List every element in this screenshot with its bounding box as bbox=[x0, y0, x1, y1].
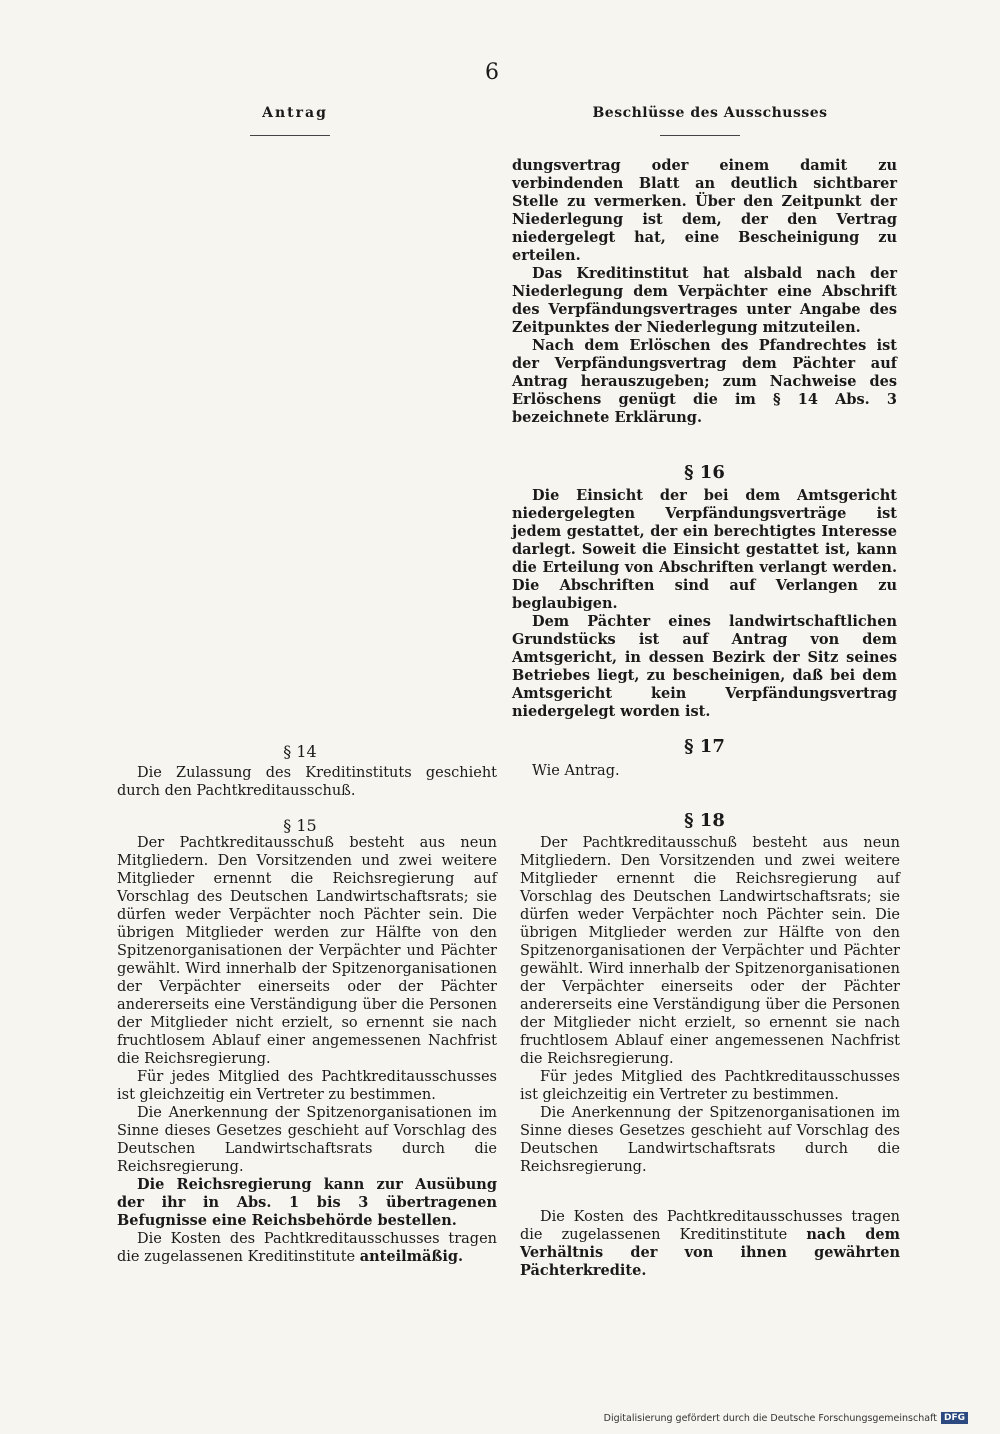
paragraph: Dem Pächter eines landwirtschaftlichen Grundstücks ist auf Antrag von dem Amtsgericht, in dessen Bezirk der Sitz seines Betriebes liegt, zu bescheinigen, daß bei dem Amtsgericht kein Verpfändungsvertrag niedergelegt worden ist. bbox=[512, 613, 897, 720]
section-heading-17: § 17 bbox=[684, 736, 725, 757]
paragraph: Die Einsicht der bei dem Amtsgericht niedergelegten Verpfändungsverträge ist jedem gestattet, der ein berechtigtes Interesse darlegt. Soweit die Einsicht gestattet ist, kann die Erteilung von Abschriften verlangt werden. Die Abschriften sind auf Verlangen zu beglaubigen. bbox=[512, 487, 897, 612]
paragraph: Die Reichsregierung kann zur Ausübung der ihr in Abs. 1 bis 3 übertragenen Befugnisse eine Reichsbehörde bestellen. bbox=[117, 1176, 497, 1229]
section-heading-16: § 16 bbox=[684, 462, 725, 483]
section-18-block bbox=[520, 834, 900, 1176]
section-16-block bbox=[512, 487, 897, 721]
paragraph: Die Anerkennung der Spitzenorganisationen im Sinne dieses Gesetzes geschieht auf Vorschlag des Deutschen Landwirtschaftsrats durch die Reichsregierung. bbox=[117, 1105, 497, 1175]
paragraph: Die Zulassung des Kreditinstituts geschieht durch den Pachtkreditausschuß. bbox=[117, 765, 497, 799]
section-17-block bbox=[512, 762, 897, 780]
paragraph: Das Kreditinstitut hat alsbald nach der Niederlegung dem Verpächter eine Abschrift des Verpfändungsvertrages unter Angabe des Zeitpunktes der Niederlegung mitzuteilen. bbox=[512, 265, 897, 336]
header-rule-left bbox=[250, 135, 330, 136]
text: Die Kosten des Pachtkreditausschusses tragen die zugelassenen Kreditinstitute bbox=[117, 1231, 497, 1265]
section-heading-15: § 15 bbox=[283, 816, 317, 835]
column-header-beschluesse: Beschlüsse des Ausschusses bbox=[592, 105, 828, 121]
paragraph: dungsvertrag oder einem damit zu verbindenden Blatt an deutlich sichtbarer Stelle zu vermerken. Über den Zeitpunkt der Niederlegung ist dem, der den Vertrag niedergelegt hat, eine Bescheinigung zu erteilen. bbox=[512, 157, 897, 264]
footer bbox=[604, 1412, 968, 1424]
section-heading-14: § 14 bbox=[283, 742, 317, 761]
section-18-costs-block bbox=[520, 1208, 900, 1280]
text-bold: nach dem Verhältnis der von ihnen gewährten Pächterkredite. bbox=[520, 1226, 900, 1279]
paragraph: Für jedes Mitglied des Pachtkreditausschusses ist gleichzeitig ein Vertreter zu bestimmen. bbox=[117, 1069, 497, 1103]
page-number: 6 bbox=[485, 60, 499, 85]
text-bold: anteilmäßig. bbox=[359, 1248, 464, 1265]
column-header-antrag: Antrag bbox=[262, 105, 328, 121]
paragraph bbox=[520, 1208, 900, 1280]
paragraph: Der Pachtkreditausschuß besteht aus neun Mitgliedern. Den Vorsitzenden und zwei weitere Mitglieder ernennt die Reichsregierung auf Vorschlag des Deutschen Landwirtschaftsrats; sie dürfen weder Verpächter noch Pächter sein. Die übrigen Mitglieder werden zur Hälfte von den Spitzenorganisationen der Verpächter und Pächter gewählt. Wird innerhalb der Spitzenorganisationen der Verpächter einerseits oder der Pächter andererseits eine Verständigung über die Personen der Mitglieder nicht erzielt, so ernennt sie nach fruchtlosem Ablauf einer angemessenen Nachfrist die Reichsregierung. bbox=[520, 835, 900, 1067]
paragraph: Für jedes Mitglied des Pachtkreditausschusses ist gleichzeitig ein Vertreter zu bestimmen. bbox=[520, 1069, 900, 1103]
section-15-block bbox=[117, 834, 497, 1266]
paragraph: Die Anerkennung der Spitzenorganisationen im Sinne dieses Gesetzes geschieht auf Vorschlag des Deutschen Landwirtschaftsrats durch die Reichsregierung. bbox=[520, 1105, 900, 1175]
section-heading-18: § 18 bbox=[684, 810, 725, 831]
paragraph: Nach dem Erlöschen des Pfandrechtes ist der Verpfändungsvertrag dem Pächter auf Antrag herauszugeben; zum Nachweise des Erlöschens genügt die im § 14 Abs. 3 bezeichnete Erklärung. bbox=[512, 337, 897, 426]
footer-text: Digitalisierung gefördert durch die Deutsche Forschungsgemeinschaft bbox=[603, 1412, 937, 1424]
text: Die Kosten des Pachtkreditausschusses tragen die zugelassenen Kreditinstitute bbox=[520, 1209, 900, 1243]
dfg-logo: DFG bbox=[941, 1412, 968, 1424]
paragraph: Der Pachtkreditausschuß besteht aus neun Mitgliedern. Den Vorsitzenden und zwei weitere Mitglieder ernennt die Reichsregierung auf Vorschlag des Deutschen Landwirtschaftsrats; sie dürfen weder Verpächter noch Pächter sein. Die übrigen Mitglieder werden zur Hälfte von den Spitzenorganisationen der Verpächter und Pächter gewählt. Wird innerhalb der Spitzenorganisationen der Verpächter einerseits oder der Pächter andererseits eine Verständigung über die Personen der Mitglieder nicht erzielt, so ernennt sie nach fruchtlosem Ablauf einer angemessenen Nachfrist die Reichsregierung. bbox=[117, 835, 497, 1067]
paragraph bbox=[117, 1230, 497, 1266]
section-14-block bbox=[117, 764, 497, 800]
right-continuation-block bbox=[512, 157, 897, 427]
header-rule-right bbox=[660, 135, 740, 136]
paragraph: Wie Antrag. bbox=[532, 763, 620, 779]
